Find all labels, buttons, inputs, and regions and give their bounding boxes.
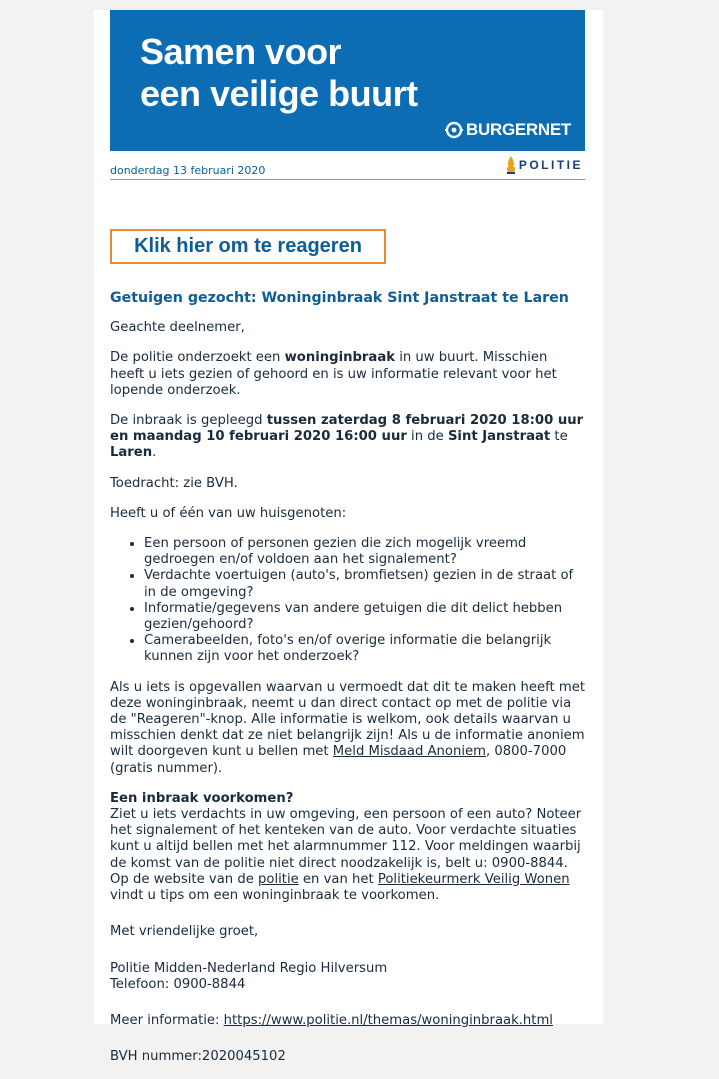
prevention-heading: Een inbraak voorkomen?	[110, 790, 294, 806]
more-info: Meer informatie: https://www.politie.nl/themas/woninginbraak.html	[110, 1012, 553, 1028]
list-item: • Camerabeelden, foto's en/of overige informatie die belangrijk kunnen zijn voor het onderzoek?	[144, 633, 585, 665]
sender-name: Politie Midden-Nederland Regio Hilversum	[110, 960, 388, 976]
sender-phone: Telefoon: 0900-8844	[110, 976, 246, 992]
message-date: donderdag 13 februari 2020	[110, 164, 266, 177]
bvh-number: BVH nummer:2020045102	[110, 1049, 286, 1065]
message-title: Getuigen gezocht: Woninginbraak Sint Janstraat te Laren	[110, 290, 569, 306]
email-body	[94, 10, 603, 1065]
message-content	[110, 290, 585, 1079]
list-item: • Informatie/gegevens van andere getuigen die dit delict hebben gezien/gehoord?	[144, 601, 585, 633]
burgernet-banner	[110, 10, 585, 151]
more-info-link[interactable]: https://www.politie.nl/themas/woninginbraak.html	[223, 1012, 553, 1028]
politie-logo-text: POLITIE	[518, 158, 583, 172]
burgernet-logo	[444, 120, 571, 140]
list-item: • Verdachte voertuigen (auto's, bromfietsen) gezien in de straat of in de omgeving?	[144, 568, 585, 600]
question-list	[110, 536, 585, 666]
list-item: • Een persoon of personen gezien die zich mogelijk vreemd gedroegen en/of voldoen aan het signalement?	[144, 536, 585, 568]
paragraph-intro: De politie onderzoekt een woninginbraak in uw buurt. Misschien heeft u iets gezien of gehoord en is uw informatie relevant voor het lopende onderzoek.	[110, 350, 557, 398]
burgernet-logo-icon	[444, 121, 464, 139]
paragraph-prevention: Een inbraak voorkomen? Ziet u iets verdachts in uw omgeving, een persoon of een auto? Noteer het signalement of het kenteken van de auto. Voor verdachte situaties kunt u altijd bellen met het alarmnummer 112. Voor meldingen waarbij de komst van de politie niet direct noodzakelijk is, belt u: 0900-8844. Op de website van de politie en van het Politiekeurmerk Veilig Wonen vindt u tips om een woninginbraak te voorkomen.	[110, 790, 582, 904]
politie-logo	[505, 154, 583, 176]
meld-misdaad-anoniem-link[interactable]: Meld Misdaad Anoniem	[332, 744, 486, 760]
politie-flame-icon	[505, 155, 517, 175]
paragraph-incident: De inbraak is gepleegd tussen zaterdag 8 februari 2020 18:00 uur en maandag 10 februari 2020 16:00 uur in de Sint Janstraat te Laren.	[110, 413, 584, 461]
banner-headline-line2: een veilige buurt	[140, 73, 418, 114]
paragraph-toedracht: Toedracht: zie BVH.	[110, 475, 238, 491]
closing: Met vriendelijke groet,	[110, 924, 259, 940]
paragraph-question: Heeft u of één van uw huisgenoten:	[110, 505, 347, 521]
react-button[interactable]: Klik hier om te reageren	[110, 229, 386, 264]
greeting: Geachte deelnemer,	[110, 320, 245, 336]
politie-link[interactable]: politie	[258, 871, 299, 887]
burgernet-logo-text: BURGERNET	[466, 120, 571, 139]
politiekeurmerk-link[interactable]: Politiekeurmerk Veilig Wonen	[377, 871, 570, 887]
date-row	[110, 151, 585, 180]
banner-headline-line1: Samen voor	[140, 31, 342, 72]
signature	[110, 961, 585, 993]
paragraph-contact: Als u iets is opgevallen waarvan u vermoedt dat dit te maken heeft met deze woninginbraak, neemt u dan direct contact op met de politie via de "Reageren"-knop. Alle informatie is welkom, ook details waarvan u misschien denkt dat ze niet belangrijk zijn! Als u de informatie anoniem wilt doorgeven kunt u bellen met Meld Misdaad Anoniem, 0800-7000 (gratis nummer).	[110, 679, 585, 776]
